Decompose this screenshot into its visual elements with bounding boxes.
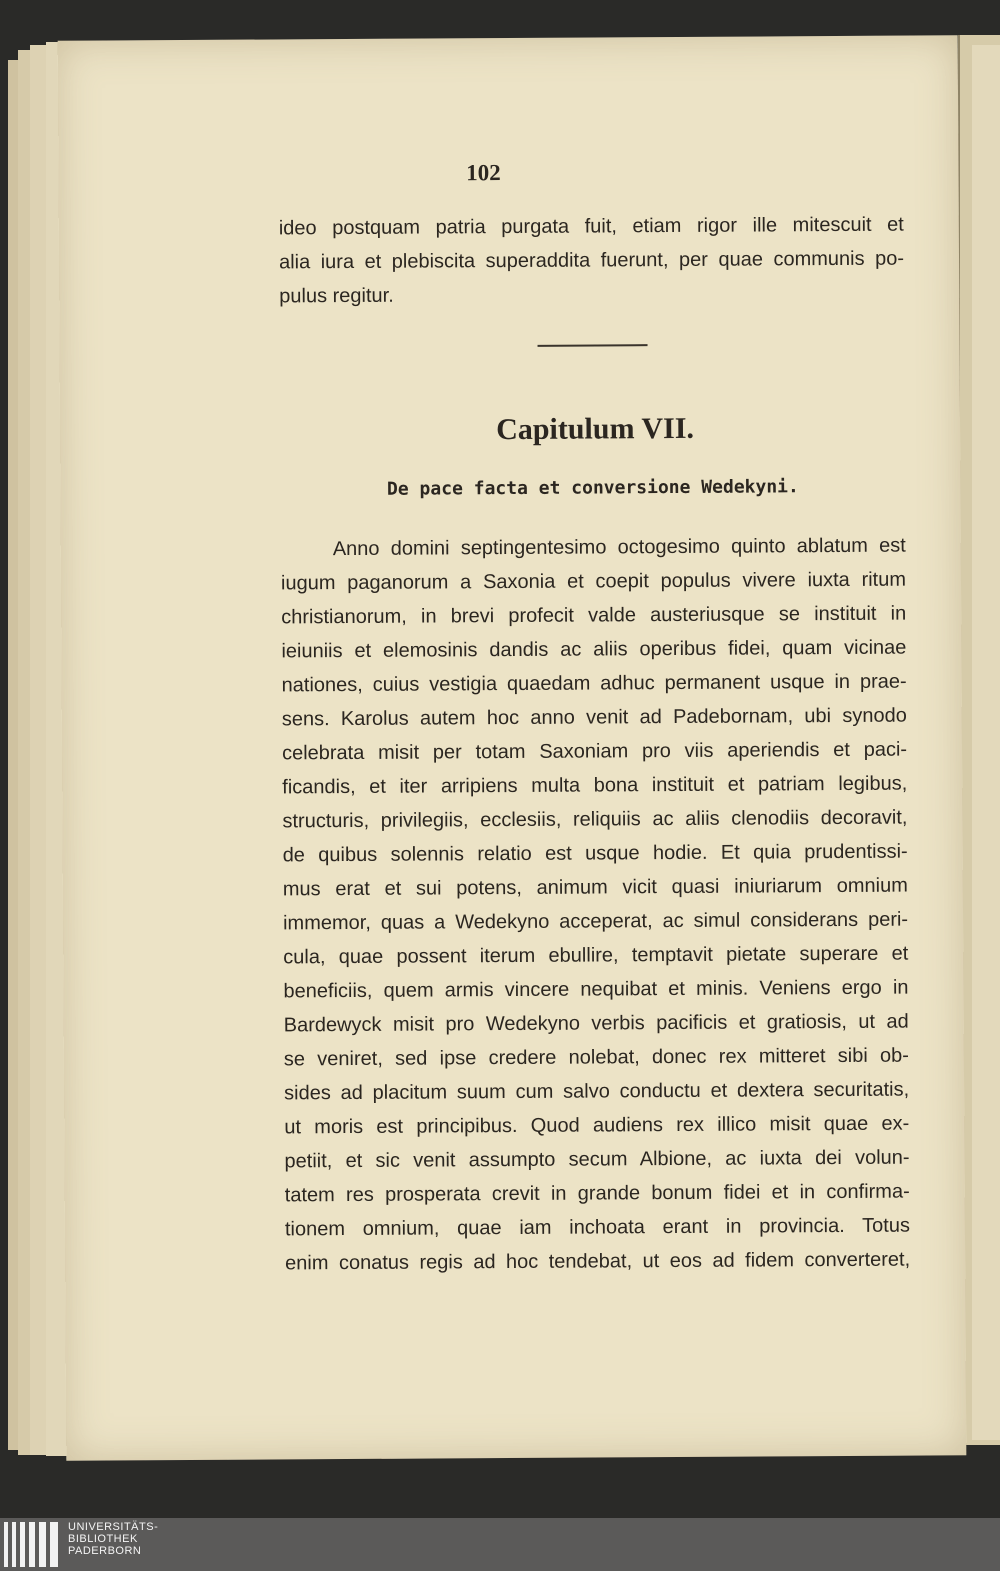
text-line: ideo postquam patria purgata fuit, etiam rigor ille mitescuit et bbox=[278, 213, 904, 240]
facing-page-edge bbox=[972, 45, 1000, 1440]
main-paragraph bbox=[281, 529, 911, 1281]
text-line: iugum paganorum a Saxonia et coepit populus vivere iuxta ritum bbox=[280, 568, 907, 595]
text-line: celebrata misit per totam Saxoniam pro viis aperiendis et paci- bbox=[281, 738, 908, 765]
text-line: immemor, quas a Wedekyno acceperat, ac simul considerans peri- bbox=[283, 908, 909, 935]
library-name-line: BIBLIOTHEK bbox=[68, 1533, 138, 1545]
text-line: enim conatus regis ad hoc tendebat, ut eos ad fidem converteret, bbox=[285, 1248, 911, 1275]
text-line: sens. Karolus autem hoc anno venit ad Padebornam, ubi synodo bbox=[281, 704, 907, 731]
text-line: de quibus solennis relatio est usque hodie. Et quia prudentissi- bbox=[282, 840, 908, 867]
text-line: cula, quae possent iterum ebullire, temptavit pietate superare et bbox=[283, 942, 909, 969]
text-line: structuris, privilegiis, ecclesiis, reliquiis ac aliis clenodiis decoravit, bbox=[282, 806, 908, 833]
text-line: mus erat et sui potens, animum vicit quasi iniuriarum omnium bbox=[282, 874, 908, 901]
text-line: Anno domini septingentesimo octogesimo quinto ablatum est bbox=[332, 534, 906, 561]
text-line: nationes, cuius vestigia quaedam adhuc permanent usque in prae- bbox=[281, 670, 907, 697]
text-line: petiit, et sic venit assumpto secum Albione, ac iuxta dei volun- bbox=[284, 1146, 910, 1173]
page-number: 102 bbox=[466, 160, 501, 186]
text-line: christianorum, in brevi profecit valde austeriusque se instituit in bbox=[281, 602, 907, 629]
text-line: Bardewyck misit pro Wedekyno verbis pacificis et gratiosis, ut ad bbox=[283, 1010, 909, 1037]
text-line: beneficiis, quem armis vincere nequibat et minis. Veniens ergo in bbox=[283, 976, 909, 1003]
section-separator bbox=[538, 344, 648, 347]
book-page bbox=[58, 35, 967, 1460]
library-name-line: UNIVERSITÄTS- bbox=[68, 1521, 159, 1533]
text-line: tatem res prosperata crevit in grande bonum fidei et in confirma- bbox=[284, 1180, 910, 1207]
library-name-line: PADERBORN bbox=[68, 1545, 142, 1557]
text-line: sides ad placitum suum cum salvo conductu et dextera securitatis, bbox=[284, 1078, 910, 1105]
text-line: ieiuniis et elemosinis dandis ac aliis operibus fidei, quam vicinae bbox=[281, 636, 907, 663]
text-line: tionem omnium, quae iam inchoata erant in provincia. Totus bbox=[284, 1214, 910, 1241]
text-line: ficandis, et iter arripiens multa bona instituit et patriam legibus, bbox=[282, 772, 908, 799]
library-name bbox=[68, 1521, 158, 1557]
text-line: pulus regitur. bbox=[279, 284, 394, 308]
text-line: se veniret, sed ipse credere nolebat, donec rex mitteret sibi ob- bbox=[283, 1044, 909, 1071]
text-line: ut moris est principibus. Quod audiens rex illico misit quae ex- bbox=[284, 1112, 910, 1139]
library-logo-icon bbox=[4, 1522, 62, 1567]
chapter-subtitle: De pace facta et conversione Wedekyni. bbox=[386, 476, 799, 500]
chapter-title: Capitulum VII. bbox=[496, 411, 695, 447]
text-line: alia iura et plebiscita superaddita fuerunt, per quae communis po- bbox=[278, 247, 905, 274]
top-paragraph bbox=[279, 208, 905, 314]
